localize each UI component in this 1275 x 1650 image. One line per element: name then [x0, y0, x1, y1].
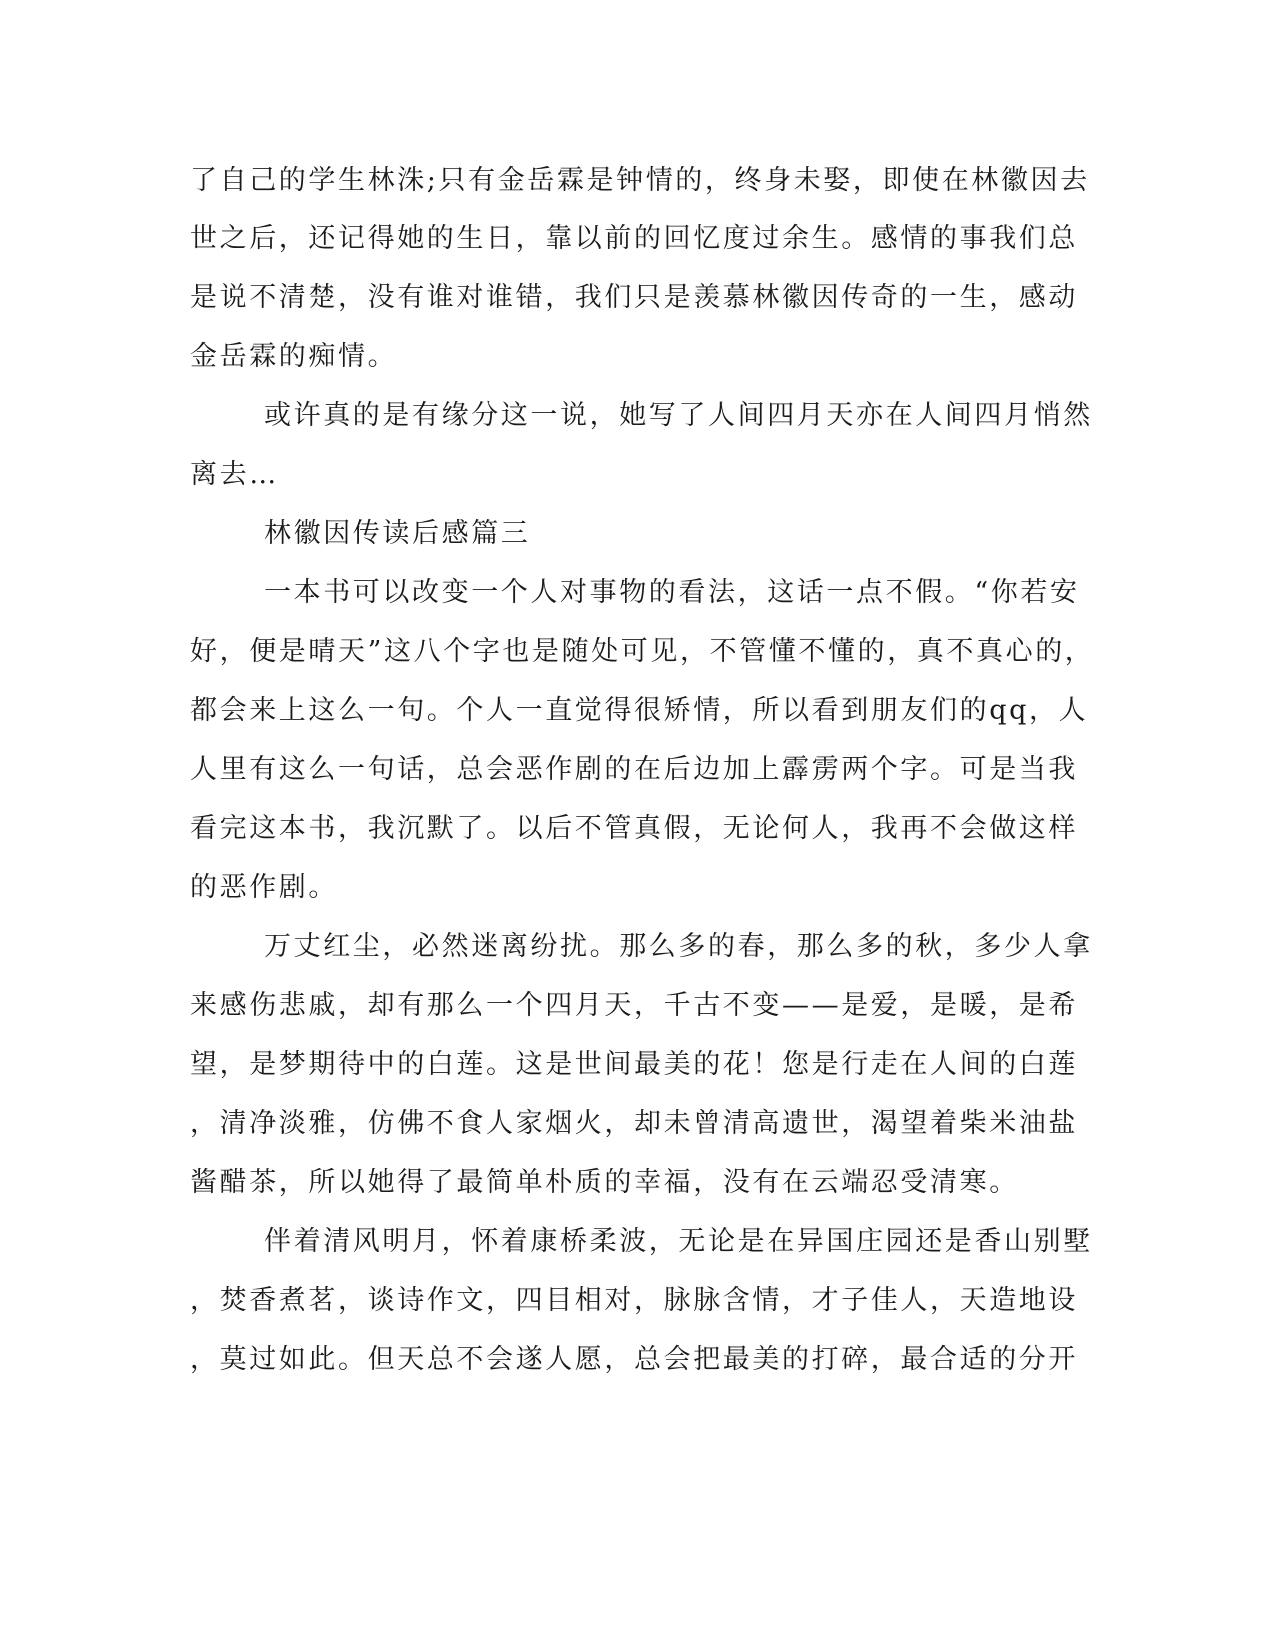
paragraph-first-line: 万丈红尘，必然迷离纷扰。那么多的春，那么多的秋，多少人拿 [264, 931, 1093, 962]
section-heading: 林徽因传读后感篇三 [264, 518, 531, 549]
text-line: 了自己的学生林洙;只有金岳霖是钟情的，终身未娶，即使在林徽因去 [190, 165, 1090, 196]
text-line: 是说不清楚，没有谁对谁错，我们只是羡慕林徽因传奇的一生，感动 [190, 282, 1078, 313]
text-line: 好，便是晴天”这八个字也是随处可见，不管懂不懂的，真不真心的， [190, 636, 1095, 667]
text-line: 金岳霖的痴情。 [190, 341, 398, 372]
text-line: 都会来上这么一句。个人一直觉得很矫情，所以看到朋友们的qq，人 [190, 695, 1089, 726]
text-line: 离去… [190, 459, 279, 490]
text-line: ，焚香煮茗，谈诗作文，四目相对，脉脉含情，才子佳人，天造地设 [190, 1285, 1078, 1316]
paragraph-first-line: 一本书可以改变一个人对事物的看法，这话一点不假。“你若安 [264, 577, 1080, 608]
text-line: 看完这本书，我沉默了。以后不管真假，无论何人，我再不会做这样 [190, 813, 1078, 844]
text-line: 人里有这么一句话，总会恶作剧的在后边加上霹雳两个字。可是当我 [190, 754, 1078, 785]
text-line: ，清净淡雅，仿佛不食人家烟火，却未曾清高遗世，渴望着柴米油盐 [190, 1108, 1078, 1139]
text-line: 的恶作剧。 [190, 872, 338, 903]
text-line: 酱醋茶，所以她得了最简单朴质的幸福，没有在云端忍受清寒。 [190, 1167, 1019, 1198]
paragraph-first-line: 或许真的是有缘分这一说，她写了人间四月天亦在人间四月悄然 [264, 400, 1093, 431]
text-line: 世之后，还记得她的生日，靠以前的回忆度过余生。感情的事我们总 [190, 223, 1078, 254]
text-line: 望，是梦期待中的白莲。这是世间最美的花！您是行走在人间的白莲 [190, 1049, 1078, 1080]
text-line: ，莫过如此。但天总不会遂人愿，总会把最美的打碎，最合适的分开 [190, 1344, 1078, 1375]
text-line: 来感伤悲戚，却有那么一个四月天，千古不变——是爱，是暖，是希 [190, 990, 1078, 1021]
paragraph-first-line: 伴着清风明月，怀着康桥柔波，无论是在异国庄园还是香山别墅 [264, 1226, 1093, 1257]
